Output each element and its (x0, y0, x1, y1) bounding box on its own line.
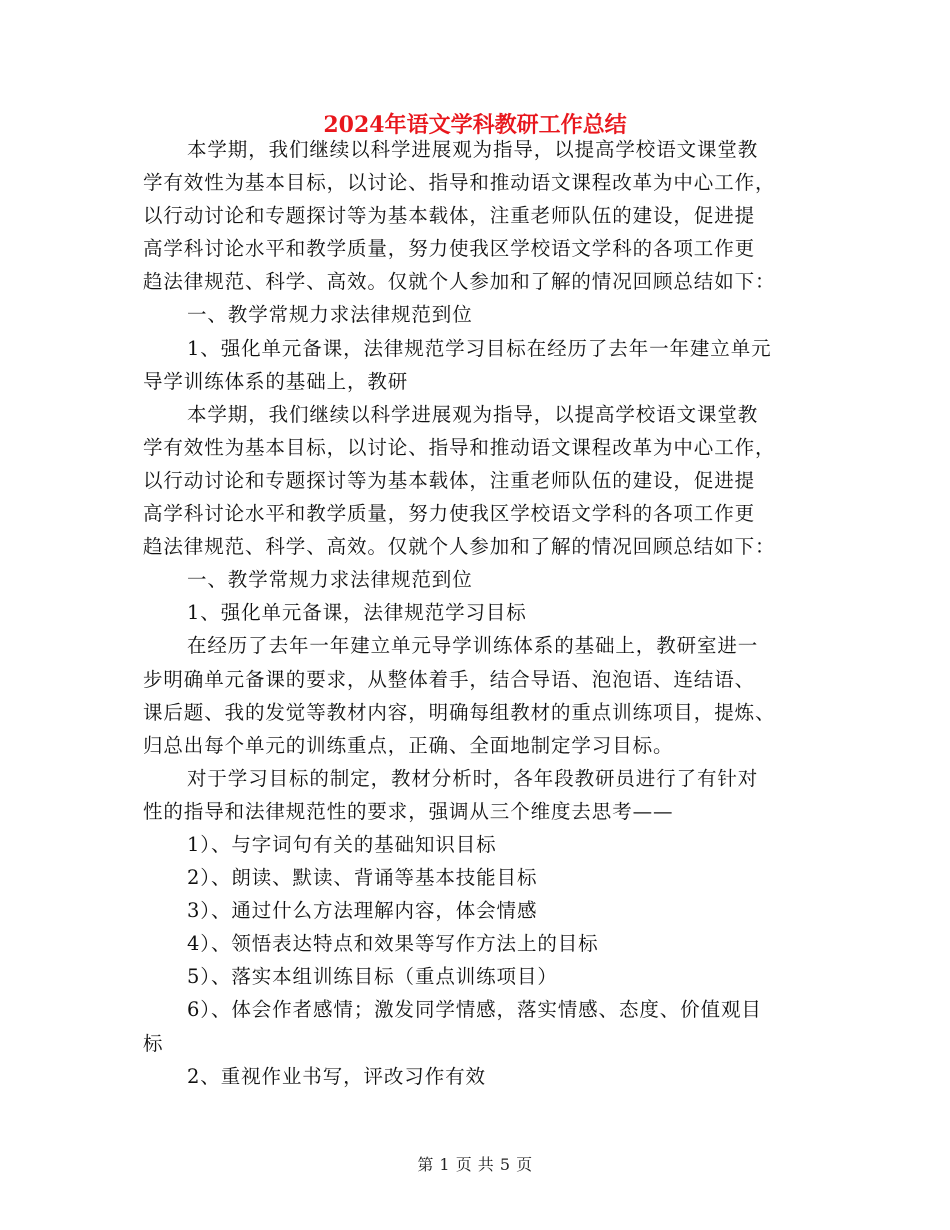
body-line: 3）、通过什么方法理解内容，体会情感 (187, 899, 538, 923)
body-line: 归总出每个单元的训练重点，正确、全面地制定学习目标。 (143, 733, 674, 757)
body-line: 1、强化单元备课，法律规范学习目标在经历了去年一年建立单元 (187, 336, 772, 360)
body-line: 以行动讨论和专题探讨等为基本载体，注重老师队伍的建设，促进提 (143, 204, 756, 228)
body-line: 学有效性为基本目标，以讨论、指导和推动语文课程改革为中心工作， (143, 171, 776, 195)
body-line: 高学科讨论水平和教学质量，努力使我区学校语文学科的各项工作更 (143, 237, 756, 261)
document-title: 2024年语文学科教研工作总结 (323, 112, 627, 138)
body-line: 本学期，我们继续以科学进展观为指导，以提高学校语文课堂教 (187, 402, 759, 426)
document-body (143, 133, 808, 1093)
page-footer: 第 1 页 共 5 页 (417, 1155, 533, 1174)
body-line: 5）、落实本组训练目标（重点训练项目） (187, 965, 558, 989)
body-line: 一、教学常规力求法律规范到位 (187, 568, 473, 592)
body-line: 2）、朗读、默读、背诵等基本技能目标 (187, 866, 538, 890)
body-line: 导学训练体系的基础上，教研 (143, 369, 409, 393)
body-line: 6）、体会作者感情；激发同学情感，落实情感、态度、价值观目 (187, 998, 762, 1022)
body-line: 4）、领悟表达特点和效果等写作方法上的目标 (187, 932, 599, 956)
body-line: 课后题、我的发觉等教材内容，明确每组教材的重点训练项目，提炼、 (143, 700, 776, 724)
body-line: 标 (143, 1031, 164, 1055)
body-line: 学有效性为基本目标，以讨论、指导和推动语文课程改革为中心工作， (143, 435, 776, 459)
body-line: 一、教学常规力求法律规范到位 (187, 303, 473, 327)
body-line: 1）、与字词句有关的基础知识目标 (187, 832, 497, 856)
body-line: 高学科讨论水平和教学质量，努力使我区学校语文学科的各项工作更 (143, 502, 756, 526)
body-line: 本学期，我们继续以科学进展观为指导，以提高学校语文课堂教 (187, 138, 759, 161)
body-line: 以行动讨论和专题探讨等为基本载体，注重老师队伍的建设，促进提 (143, 468, 756, 492)
body-line: 1、强化单元备课，法律规范学习目标 (187, 601, 527, 625)
body-line: 性的指导和法律规范性的要求，强调从三个维度去思考—— (143, 799, 674, 823)
body-line: 趋法律规范、科学、高效。仅就个人参加和了解的情况回顾总结如下： (143, 270, 776, 294)
body-line: 对于学习目标的制定，教材分析时，各年段教研员进行了有针对 (187, 766, 759, 790)
body-line: 在经历了去年一年建立单元导学训练体系的基础上，教研室进一 (187, 634, 759, 658)
body-line: 2、重视作业书写，评改习作有效 (187, 1064, 486, 1088)
body-line: 趋法律规范、科学、高效。仅就个人参加和了解的情况回顾总结如下： (143, 535, 776, 559)
body-line: 步明确单元备课的要求，从整体着手，结合导语、泡泡语、连结语、 (143, 667, 756, 691)
